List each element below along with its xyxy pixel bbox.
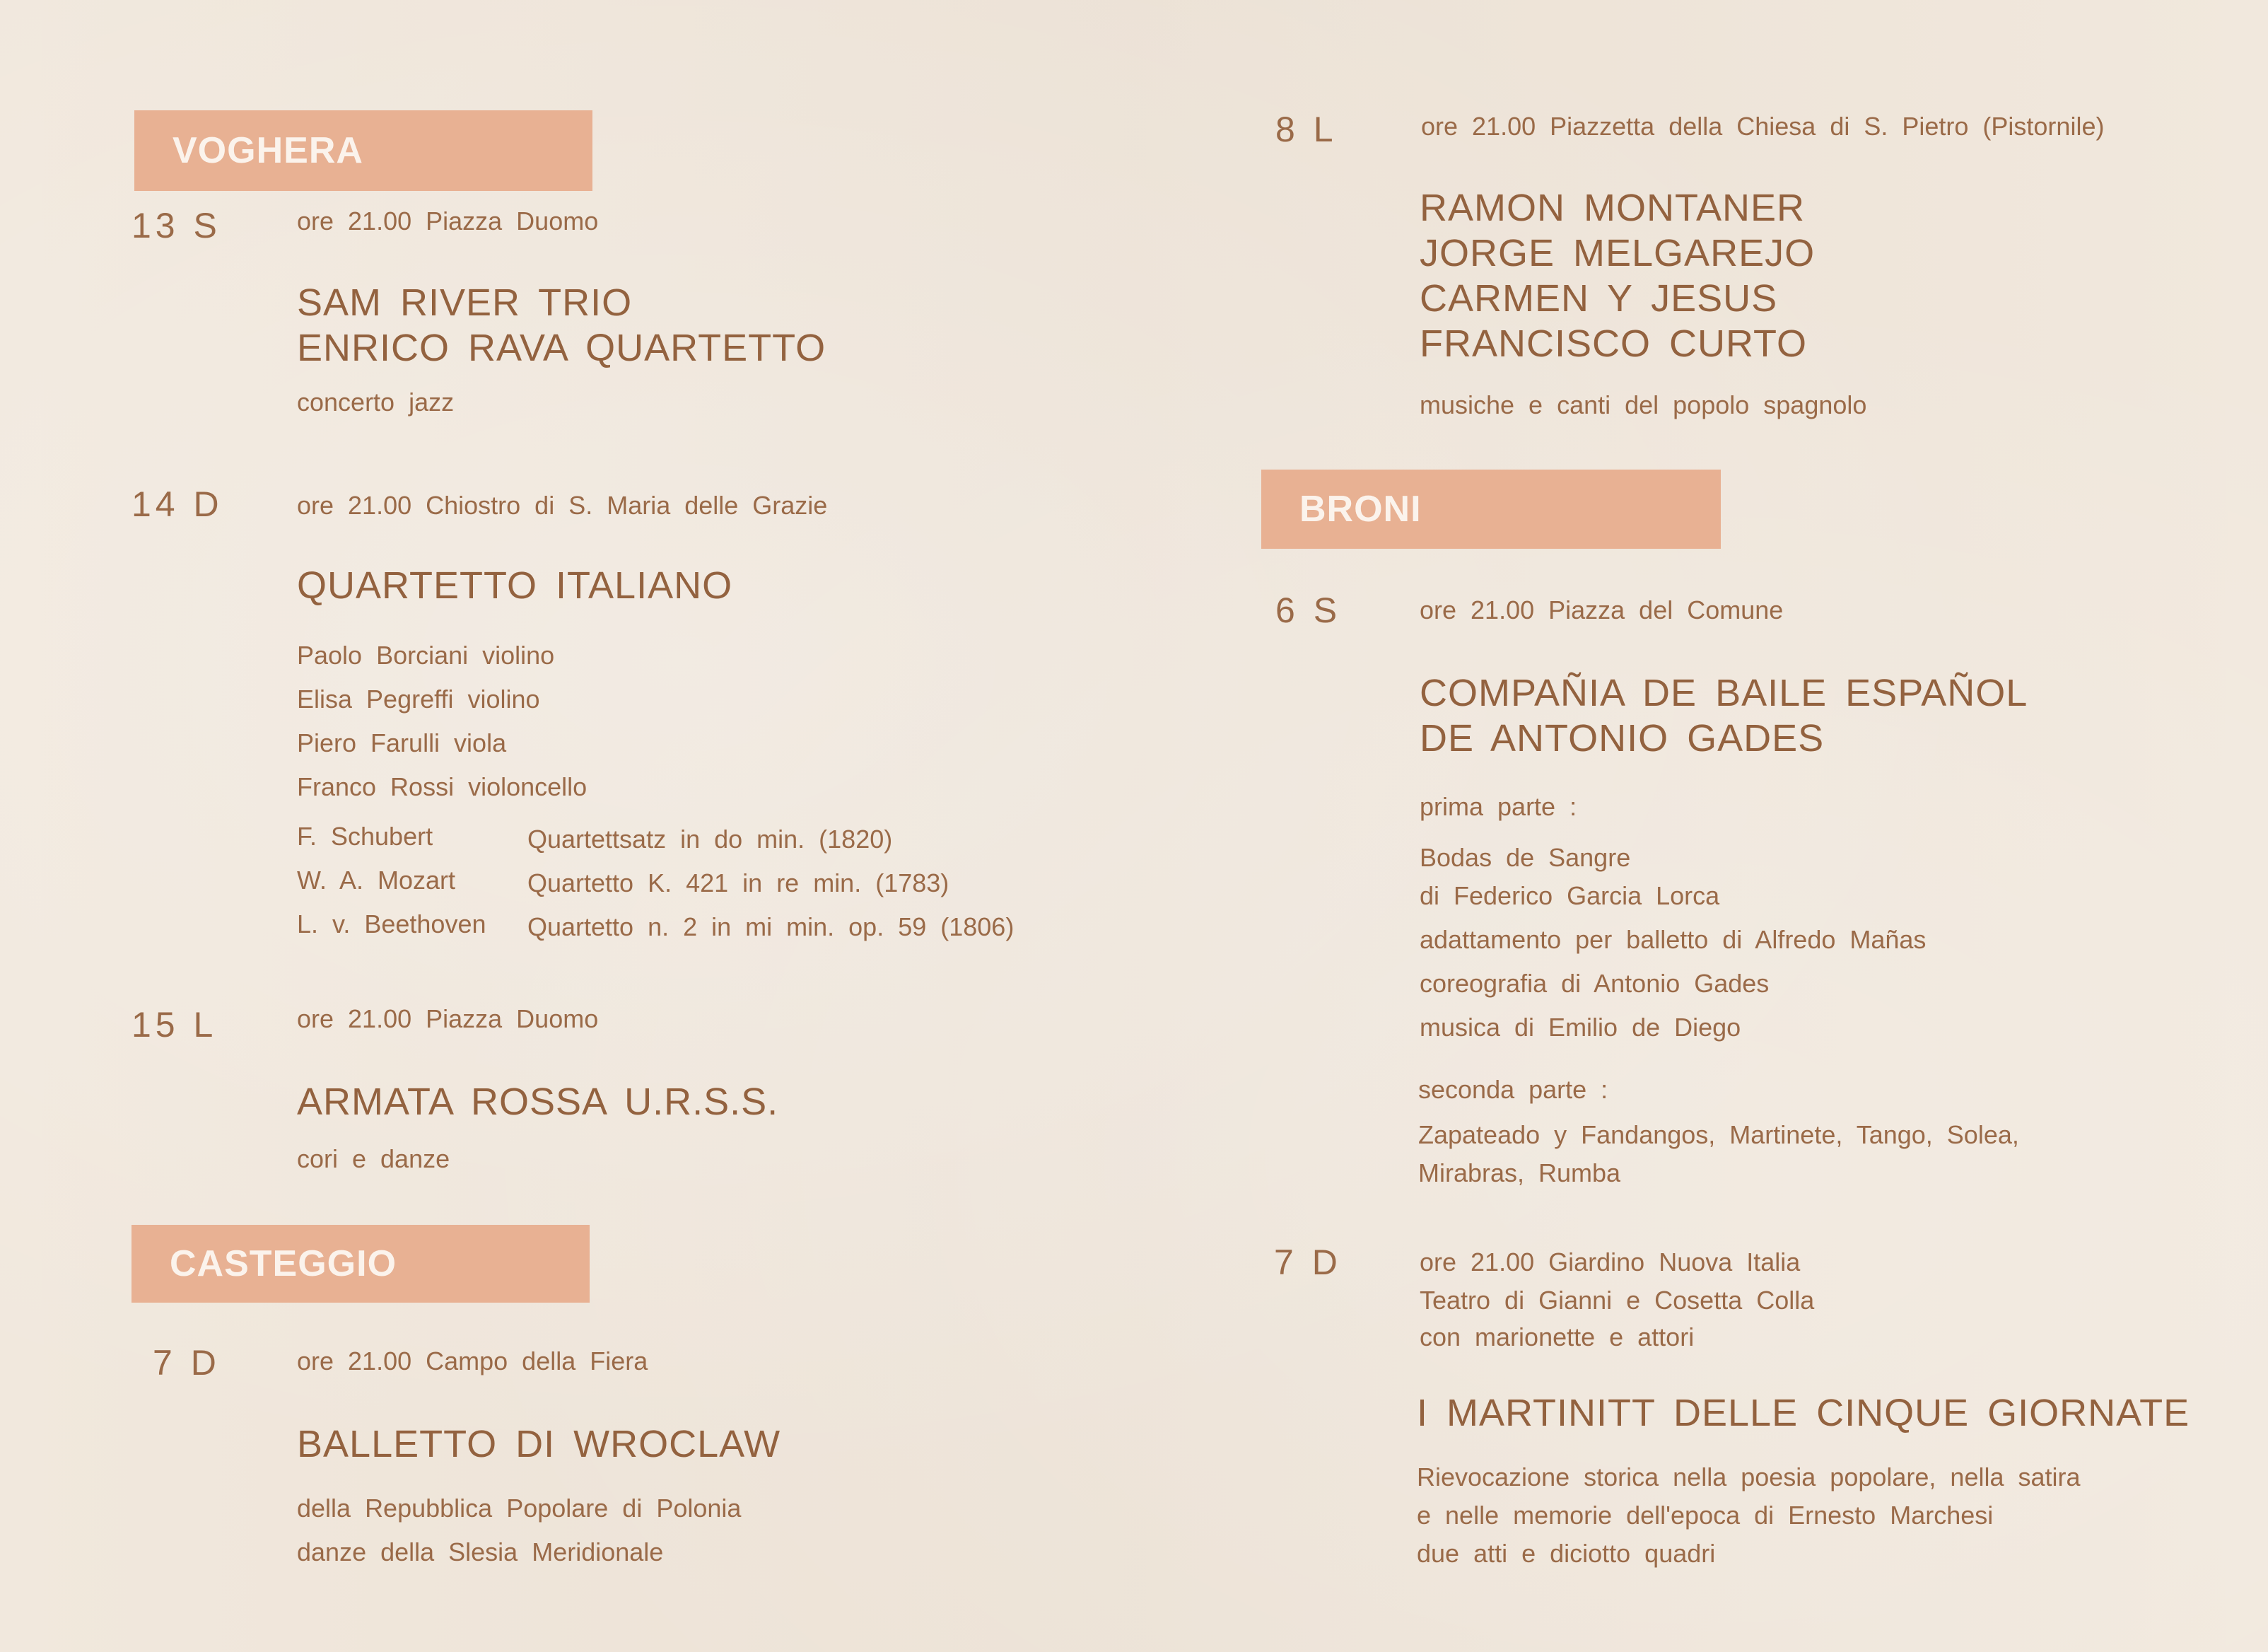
- event-description: musiche e canti del popolo spagnolo: [1420, 390, 1867, 419]
- event-description: concerto jazz: [297, 388, 455, 417]
- event-venue-line: con marionette e attori: [1420, 1322, 1695, 1351]
- event-time-venue: ore 21.00 Chiostro di S. Maria delle Grazie: [297, 491, 828, 520]
- section-title: VOGHERA: [173, 130, 363, 171]
- event-description: della Repubblica Popolare di Polonia: [297, 1494, 742, 1523]
- event-date: 13 S: [131, 206, 221, 245]
- event-description: due atti e diciotto quadri: [1417, 1539, 1716, 1568]
- event-date: 7 D: [153, 1343, 221, 1383]
- section-title: BRONI: [1299, 489, 1422, 530]
- performer-name: CARMEN Y JESUS: [1420, 277, 1778, 320]
- event-date: 14 D: [131, 484, 223, 524]
- program-composer: W. A. Mozart: [297, 866, 456, 895]
- performer-name: BALLETTO DI WROCLAW: [297, 1423, 781, 1465]
- program-work: Quartettsatz in do min. (1820): [527, 825, 893, 854]
- program-line: Bodas de Sangre: [1420, 843, 1631, 872]
- program-line: Zapateado y Fandangos, Martinete, Tango, Solea,: [1418, 1120, 2019, 1149]
- event-description: e nelle memorie dell'epoca di Ernesto Marchesi: [1417, 1501, 1994, 1530]
- event-date: 8 L: [1275, 110, 1338, 149]
- section-banner-casteggio: [131, 1225, 590, 1303]
- program-line: Mirabras, Rumba: [1418, 1158, 1621, 1187]
- event-venue-line: Teatro di Gianni e Cosetta Colla: [1420, 1286, 1815, 1315]
- event-time-venue: ore 21.00 Piazzetta della Chiesa di S. Pietro (Pistornile): [1421, 112, 2105, 141]
- program-work: Quartetto n. 2 in mi min. op. 59 (1806): [527, 912, 1015, 941]
- performer-name: RAMON MONTANER: [1420, 187, 1805, 229]
- performer-name: ARMATA ROSSA U.R.S.S.: [297, 1081, 779, 1123]
- program-line: adattamento per balletto di Alfredo Mañas: [1420, 925, 1927, 954]
- program-composer: L. v. Beethoven: [297, 909, 486, 938]
- performer-name: SAM RIVER TRIO: [297, 281, 633, 324]
- performer-name: I MARTINITT DELLE CINQUE GIORNATE: [1417, 1392, 2190, 1434]
- event-time-venue: ore 21.00 Giardino Nuova Italia: [1420, 1247, 1801, 1276]
- performer-name: COMPAÑIA DE BAILE ESPAÑOL: [1420, 672, 2028, 714]
- performer-name: JORGE MELGAREJO: [1420, 232, 1816, 274]
- section-title: CASTEGGIO: [170, 1243, 397, 1284]
- event-time-venue: ore 21.00 Piazza Duomo: [297, 206, 599, 235]
- event-time-venue: ore 21.00 Piazza del Comune: [1420, 595, 1784, 624]
- event-date: 6 S: [1275, 591, 1342, 630]
- event-description: cori e danze: [297, 1144, 450, 1173]
- event-date: 15 L: [131, 1005, 218, 1045]
- program-line: coreografia di Antonio Gades: [1420, 969, 1770, 998]
- part-label: prima parte :: [1420, 792, 1577, 821]
- program-work: Quartetto K. 421 in re min. (1783): [527, 868, 949, 897]
- musician-line: Franco Rossi violoncello: [297, 772, 588, 801]
- program-line: di Federico Garcia Lorca: [1420, 881, 1720, 910]
- musician-line: Paolo Borciani violino: [297, 641, 555, 670]
- musician-line: Elisa Pegreffi violino: [297, 685, 540, 714]
- program-composer: F. Schubert: [297, 822, 433, 851]
- event-description: Rievocazione storica nella poesia popolare, nella satira: [1417, 1462, 2081, 1491]
- program-line: musica di Emilio de Diego: [1420, 1013, 1741, 1042]
- event-description: danze della Slesia Meridionale: [297, 1537, 664, 1566]
- performer-name: FRANCISCO CURTO: [1420, 322, 1808, 365]
- event-time-venue: ore 21.00 Piazza Duomo: [297, 1004, 599, 1033]
- musician-line: Piero Farulli viola: [297, 728, 507, 757]
- section-banner-broni: [1261, 470, 1721, 549]
- section-banner-voghera: [134, 110, 592, 191]
- part-label: seconda parte :: [1418, 1075, 1608, 1104]
- performer-name: ENRICO RAVA QUARTETTO: [297, 327, 826, 369]
- performer-name: DE ANTONIO GADES: [1420, 717, 1825, 760]
- event-time-venue: ore 21.00 Campo della Fiera: [297, 1346, 648, 1375]
- event-date: 7 D: [1274, 1243, 1342, 1282]
- performer-name: QUARTETTO ITALIANO: [297, 564, 733, 607]
